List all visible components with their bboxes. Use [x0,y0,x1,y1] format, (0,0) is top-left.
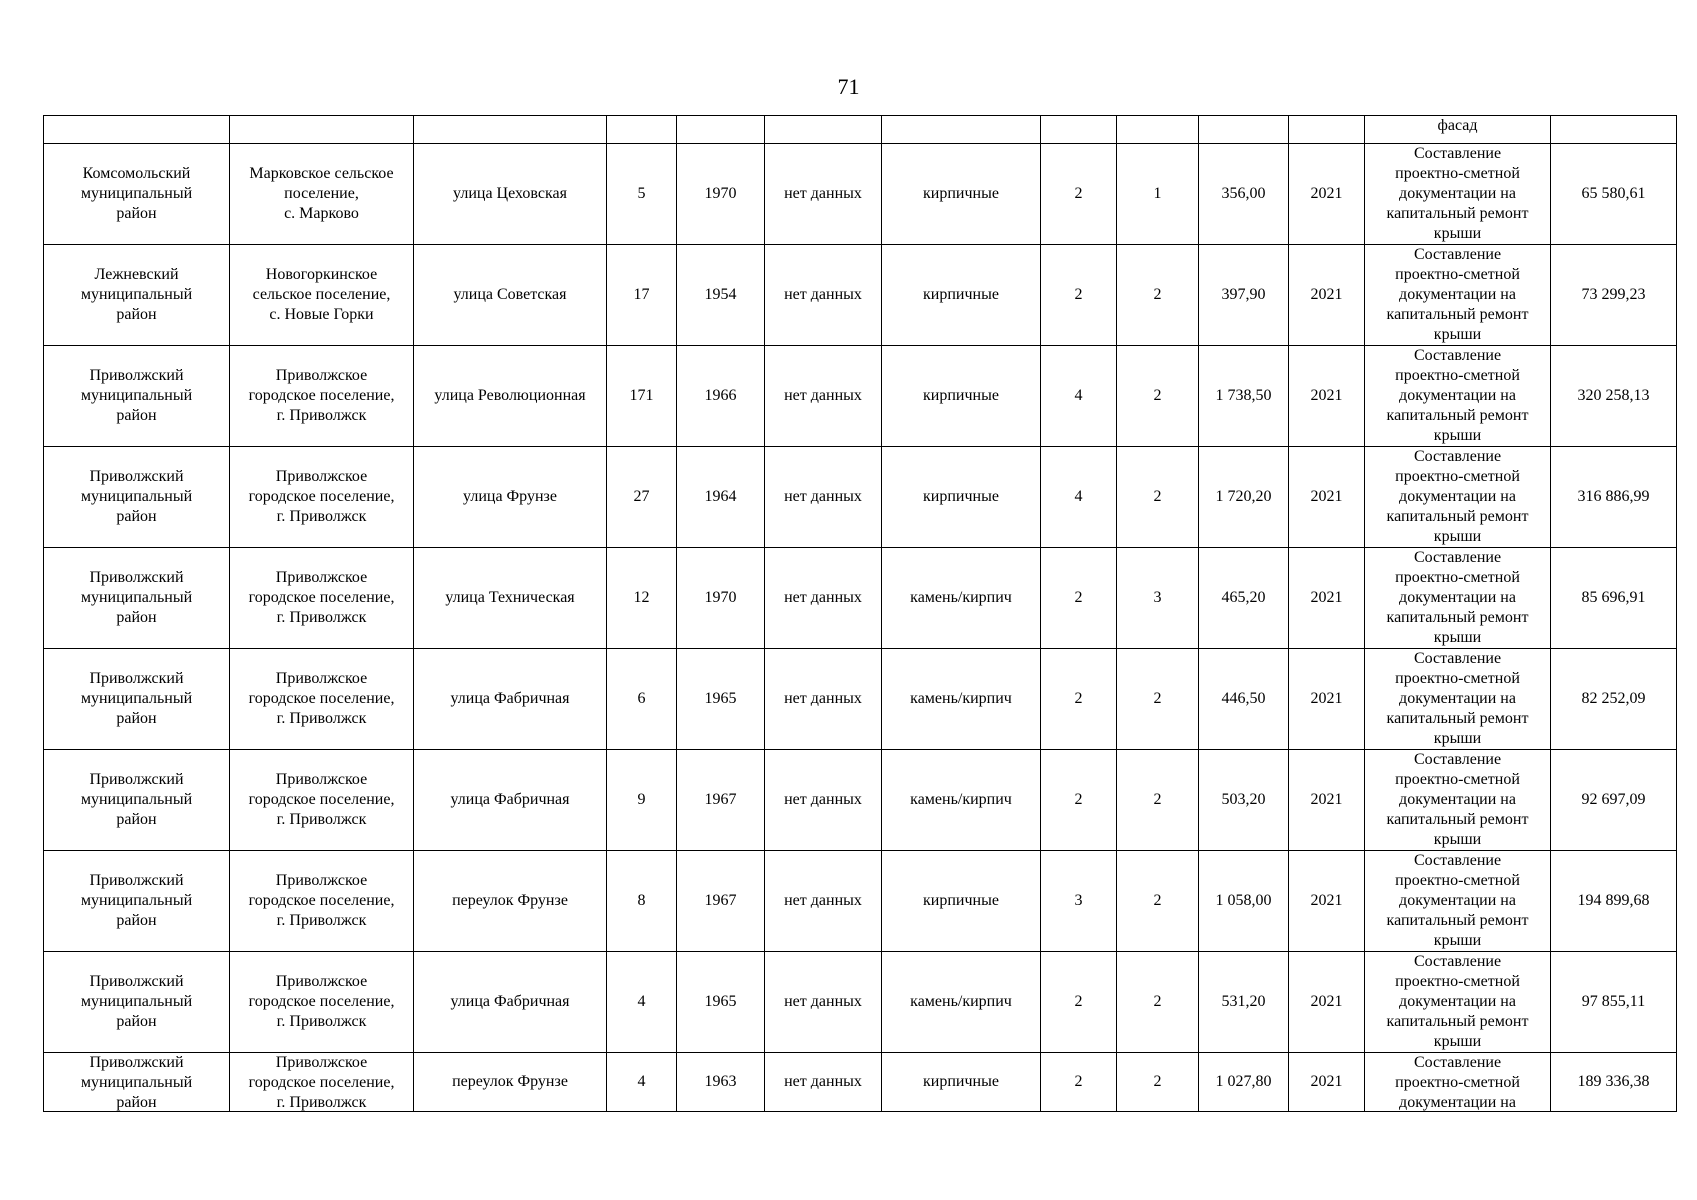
cell-info-text: нет данных [784,892,862,909]
cell-area-text: 503,20 [1221,791,1266,808]
cell-cost [1551,116,1677,144]
cell-info-text: нет данных [784,690,862,707]
cell-plan-year [1289,116,1365,144]
cell-entrances [1117,649,1199,750]
cell-settlement-text: Приволжское городское поселение, г. Приволжск [248,468,395,525]
table-row [44,245,1677,346]
cell-material-text: камень/кирпич [910,690,1012,707]
cell-floors-text: 2 [1074,589,1083,606]
cell-info [765,1053,882,1112]
page-number: 71 [837,74,860,99]
cell-material [882,346,1041,447]
cell-material [882,952,1041,1053]
cell-plan-year-text: 2021 [1310,892,1343,909]
cell-area-text: 1 738,50 [1215,387,1272,404]
cell-floors [1041,346,1117,447]
cell-work-type [1365,245,1551,346]
cell-settlement-text: Марковское сельское поселение, с. Марково [249,165,394,222]
cell-floors-text: 4 [1074,488,1083,505]
cell-work-type [1365,649,1551,750]
cell-plan-year-text: 2021 [1310,791,1343,808]
cell-settlement-text: Приволжское городское поселение, г. Приволжск [248,367,395,424]
cell-info [765,447,882,548]
cell-work-type [1365,144,1551,245]
cell-info-text: нет данных [784,993,862,1010]
cell-house-text: 8 [637,892,646,909]
cell-area [1199,851,1289,952]
cell-street [414,245,607,346]
cell-entrances-text: 2 [1153,791,1162,808]
cell-settlement [230,245,414,346]
cell-house-text: 17 [633,286,650,303]
cell-year-text: 1963 [704,1073,737,1090]
cell-entrances-text: 2 [1153,690,1162,707]
cell-info [765,245,882,346]
cell-entrances-text: 2 [1153,993,1162,1010]
cell-cost [1551,750,1677,851]
cell-settlement [230,447,414,548]
cell-district [44,346,230,447]
cell-plan-year [1289,245,1365,346]
cell-settlement-text: Приволжское городское поселение, г. Приволжск [248,771,395,828]
cell-info [765,851,882,952]
cell-plan-year [1289,346,1365,447]
cell-year-text: 1965 [704,993,737,1010]
cell-entrances [1117,116,1199,144]
cell-info [765,750,882,851]
cell-district [44,144,230,245]
cell-plan-year [1289,649,1365,750]
cell-settlement-text: Приволжское городское поселение, г. Приволжск [248,1054,395,1111]
cell-district-text: Приволжский муниципальный район [80,1054,193,1111]
cell-year [677,116,765,144]
cell-entrances [1117,952,1199,1053]
cell-settlement-text: Приволжское городское поселение, г. Приволжск [248,872,395,929]
cell-floors-text: 3 [1074,892,1083,909]
cell-floors [1041,952,1117,1053]
cell-work-type-text: Составление проектно-сметной документации на [1395,1054,1520,1111]
cell-district-text: Лежневский муниципальный район [80,266,193,323]
cell-house [607,346,677,447]
cell-cost-text: 97 855,11 [1581,993,1646,1010]
table-row [44,548,1677,649]
cell-material [882,144,1041,245]
cell-year [677,952,765,1053]
cell-plan-year-text: 2021 [1310,387,1343,404]
cell-year-text: 1970 [704,185,737,202]
cell-work-type [1365,851,1551,952]
cell-year [677,851,765,952]
cell-plan-year-text: 2021 [1310,993,1343,1010]
cell-settlement-text: Новогоркинское сельское поселение, с. Новые Горки [252,266,391,323]
cell-street [414,952,607,1053]
cell-house-text: 171 [629,387,654,404]
cell-floors-text: 2 [1074,286,1083,303]
cell-settlement [230,750,414,851]
cell-material-text: кирпичные [923,892,999,909]
cell-entrances [1117,548,1199,649]
cell-material-text: кирпичные [923,1073,999,1090]
cell-year [677,144,765,245]
cell-year [677,750,765,851]
cell-house [607,851,677,952]
cell-area [1199,116,1289,144]
cell-entrances-text: 1 [1153,185,1162,202]
cell-settlement-text: Приволжское городское поселение, г. Приволжск [248,973,395,1030]
cell-area-text: 1 058,00 [1215,892,1272,909]
table-row-continuation [44,116,1677,144]
cell-cost-text: 73 299,23 [1581,286,1646,303]
cell-settlement [230,548,414,649]
cell-entrances [1117,447,1199,548]
cell-area [1199,447,1289,548]
cell-year [677,649,765,750]
cell-year [677,447,765,548]
cell-cost [1551,346,1677,447]
cell-area [1199,649,1289,750]
cell-cost-text: 65 580,61 [1581,185,1646,202]
cell-settlement [230,116,414,144]
cell-area [1199,750,1289,851]
cell-floors-text: 2 [1074,185,1083,202]
cell-entrances [1117,750,1199,851]
cell-floors [1041,851,1117,952]
cell-work-type-text: Составление проектно-сметной документации на капитальный ремонт крыши [1386,347,1529,444]
cell-work-type-text: Составление проектно-сметной документации на капитальный ремонт крыши [1386,549,1529,646]
cell-info-text: нет данных [784,488,862,505]
cell-entrances-text: 2 [1153,387,1162,404]
cell-info [765,144,882,245]
cell-work-type: фасад [1365,116,1551,144]
cell-work-type-text: Составление проектно-сметной документации на капитальный ремонт крыши [1386,852,1529,949]
cell-work-type [1365,1053,1551,1112]
cell-district [44,649,230,750]
cell-info [765,952,882,1053]
cell-area [1199,245,1289,346]
cell-work-type-text: Составление проектно-сметной документации на капитальный ремонт крыши [1386,953,1529,1050]
cell-material [882,245,1041,346]
cell-house [607,116,677,144]
cell-material [882,447,1041,548]
cell-cost [1551,245,1677,346]
cell-cost-text: 189 336,38 [1577,1073,1650,1090]
cell-area-text: 465,20 [1221,589,1266,606]
cell-district-text: Комсомольский муниципальный район [80,165,193,222]
cell-year [677,548,765,649]
cell-entrances-text: 3 [1153,589,1162,606]
cell-entrances-text: 2 [1153,488,1162,505]
cell-street-text: улица Фабричная [450,993,570,1010]
cell-district [44,548,230,649]
cell-info-text: нет данных [784,387,862,404]
cell-floors [1041,750,1117,851]
cell-plan-year [1289,851,1365,952]
cell-material-text: кирпичные [923,387,999,404]
cell-year-text: 1970 [704,589,737,606]
cell-district-text: Приволжский муниципальный район [80,569,193,626]
cell-area [1199,346,1289,447]
cell-house-text: 4 [637,1073,646,1090]
cell-street [414,144,607,245]
cell-cost-text: 320 258,13 [1577,387,1650,404]
cell-year-text: 1964 [704,488,737,505]
cell-plan-year [1289,144,1365,245]
cell-street-text: улица Фрунзе [463,488,557,505]
cell-street [414,649,607,750]
cell-material [882,750,1041,851]
cell-entrances [1117,245,1199,346]
cell-cost-text: 194 899,68 [1577,892,1650,909]
cell-floors [1041,548,1117,649]
cell-info-text: нет данных [784,1073,862,1090]
table-row [44,346,1677,447]
cell-entrances [1117,346,1199,447]
cell-cost-text: 82 252,09 [1581,690,1646,707]
cell-info [765,649,882,750]
cell-year-text: 1954 [704,286,737,303]
cell-district [44,447,230,548]
cell-entrances-text: 2 [1153,892,1162,909]
cell-material-text: кирпичные [923,488,999,505]
cell-district [44,116,230,144]
cell-cost [1551,952,1677,1053]
cell-street-text: улица Цеховская [453,185,567,202]
table-row [44,1053,1677,1112]
cell-street [414,116,607,144]
cell-settlement [230,144,414,245]
cell-cost-text: 316 886,99 [1577,488,1650,505]
cell-plan-year [1289,952,1365,1053]
cell-floors [1041,245,1117,346]
table-row [44,144,1677,245]
cell-street-text: переулок Фрунзе [452,1073,568,1090]
cell-area [1199,144,1289,245]
cell-floors [1041,1053,1117,1112]
table-row [44,952,1677,1053]
cell-cost [1551,1053,1677,1112]
cell-house [607,447,677,548]
cell-floors [1041,649,1117,750]
cell-material-text: камень/кирпич [910,791,1012,808]
cell-house [607,1053,677,1112]
cell-district-text: Приволжский муниципальный район [80,670,193,727]
cell-material [882,1053,1041,1112]
cell-area [1199,952,1289,1053]
cell-entrances-text: 2 [1153,1073,1162,1090]
cell-area-text: 446,50 [1221,690,1266,707]
cell-floors-text: 2 [1074,791,1083,808]
cell-street-text: улица Техническая [445,589,575,606]
cell-settlement [230,1053,414,1112]
cell-material-text: камень/кирпич [910,993,1012,1010]
cell-plan-year [1289,548,1365,649]
cell-material-text: камень/кирпич [910,589,1012,606]
cell-floors [1041,447,1117,548]
table-row [44,447,1677,548]
cell-material [882,548,1041,649]
cell-floors [1041,144,1117,245]
cell-entrances-text: 2 [1153,286,1162,303]
cell-area-text: 1 720,20 [1215,488,1272,505]
cell-area [1199,1053,1289,1112]
cell-cost [1551,851,1677,952]
cell-work-type [1365,750,1551,851]
cell-info-text: нет данных [784,791,862,808]
cell-district [44,851,230,952]
cell-plan-year [1289,1053,1365,1112]
cell-area-text: 397,90 [1221,286,1266,303]
cell-work-type [1365,346,1551,447]
cell-district-text: Приволжский муниципальный район [80,468,193,525]
cell-street-text: улица Революционная [434,387,586,404]
cell-work-type-text: Составление проектно-сметной документации на капитальный ремонт крыши [1386,145,1529,242]
cell-work-type [1365,447,1551,548]
cell-house-text: 12 [633,589,650,606]
table-row [44,649,1677,750]
cell-street [414,851,607,952]
cell-district [44,750,230,851]
cell-info-text: нет данных [784,286,862,303]
cell-plan-year-text: 2021 [1310,488,1343,505]
cell-district-text: Приволжский муниципальный район [80,872,193,929]
cell-settlement-text: Приволжское городское поселение, г. Приволжск [248,670,395,727]
cell-settlement-text: Приволжское городское поселение, г. Приволжск [248,569,395,626]
cell-street [414,1053,607,1112]
cell-settlement [230,346,414,447]
cell-work-type [1365,952,1551,1053]
cell-plan-year [1289,447,1365,548]
cell-floors-text: 2 [1074,1073,1083,1090]
cell-floors [1041,116,1117,144]
cell-floors-text: 2 [1074,993,1083,1010]
cell-street-text: улица Фабричная [450,791,570,808]
cell-house-text: 5 [637,185,646,202]
cell-year [677,1053,765,1112]
cell-house [607,548,677,649]
cell-district [44,245,230,346]
cell-year [677,346,765,447]
cell-entrances [1117,1053,1199,1112]
table-row [44,750,1677,851]
cell-area-text: 356,00 [1221,185,1266,202]
table-row [44,851,1677,952]
cell-street [414,346,607,447]
cell-area-text: 531,20 [1221,993,1266,1010]
cell-house [607,144,677,245]
cell-info [765,548,882,649]
cell-district [44,952,230,1053]
cell-district-text: Приволжский муниципальный район [80,973,193,1030]
cell-house-text: 6 [637,690,646,707]
cell-house-text: 9 [637,791,646,808]
cell-house [607,952,677,1053]
cell-material [882,649,1041,750]
cell-year [677,245,765,346]
cell-cost [1551,144,1677,245]
cell-work-type-text: Составление проектно-сметной документации на капитальный ремонт крыши [1386,751,1529,848]
cell-floors-text: 2 [1074,690,1083,707]
cell-plan-year-text: 2021 [1310,185,1343,202]
cell-info-text: нет данных [784,185,862,202]
cell-work-type-text: Составление проектно-сметной документации на капитальный ремонт крыши [1386,246,1529,343]
cell-district-text: Приволжский муниципальный район [80,771,193,828]
cell-cost-text: 85 696,91 [1581,589,1646,606]
cell-area-text: 1 027,80 [1215,1073,1272,1090]
cell-material [882,116,1041,144]
cell-settlement [230,649,414,750]
cell-plan-year-text: 2021 [1310,690,1343,707]
cell-work-type-text: Составление проектно-сметной документации на капитальный ремонт крыши [1386,448,1529,545]
cell-year-text: 1965 [704,690,737,707]
cell-area [1199,548,1289,649]
cell-street-text: переулок Фрунзе [452,892,568,909]
cell-district-text: Приволжский муниципальный район [80,367,193,424]
cell-info-text: нет данных [784,589,862,606]
cell-info [765,116,882,144]
cell-house [607,750,677,851]
cell-house-text: 27 [633,488,650,505]
cell-street [414,548,607,649]
cell-entrances [1117,851,1199,952]
cell-material-text: кирпичные [923,286,999,303]
cell-work-type [1365,548,1551,649]
cell-house-text: 4 [637,993,646,1010]
cell-street [414,447,607,548]
cell-street-text: улица Фабричная [450,690,570,707]
cell-settlement [230,851,414,952]
cell-material-text: кирпичные [923,185,999,202]
cell-house [607,245,677,346]
cell-district [44,1053,230,1112]
cell-street-text: улица Советская [453,286,567,303]
cell-entrances [1117,144,1199,245]
cell-cost-text: 92 697,09 [1581,791,1646,808]
cell-year-text: 1967 [704,791,737,808]
cell-work-type-text: Составление проектно-сметной документации на капитальный ремонт крыши [1386,650,1529,747]
cell-year-text: 1966 [704,387,737,404]
cell-floors-text: 4 [1074,387,1083,404]
cell-cost [1551,548,1677,649]
cell-plan-year-text: 2021 [1310,589,1343,606]
cell-settlement [230,952,414,1053]
cell-house [607,649,677,750]
cell-cost [1551,649,1677,750]
cell-plan-year-text: 2021 [1310,1073,1343,1090]
cell-cost [1551,447,1677,548]
repair-program-table [43,115,1677,1112]
cell-material [882,851,1041,952]
cell-plan-year [1289,750,1365,851]
cell-year-text: 1967 [704,892,737,909]
cell-plan-year-text: 2021 [1310,286,1343,303]
cell-info [765,346,882,447]
cell-street [414,750,607,851]
